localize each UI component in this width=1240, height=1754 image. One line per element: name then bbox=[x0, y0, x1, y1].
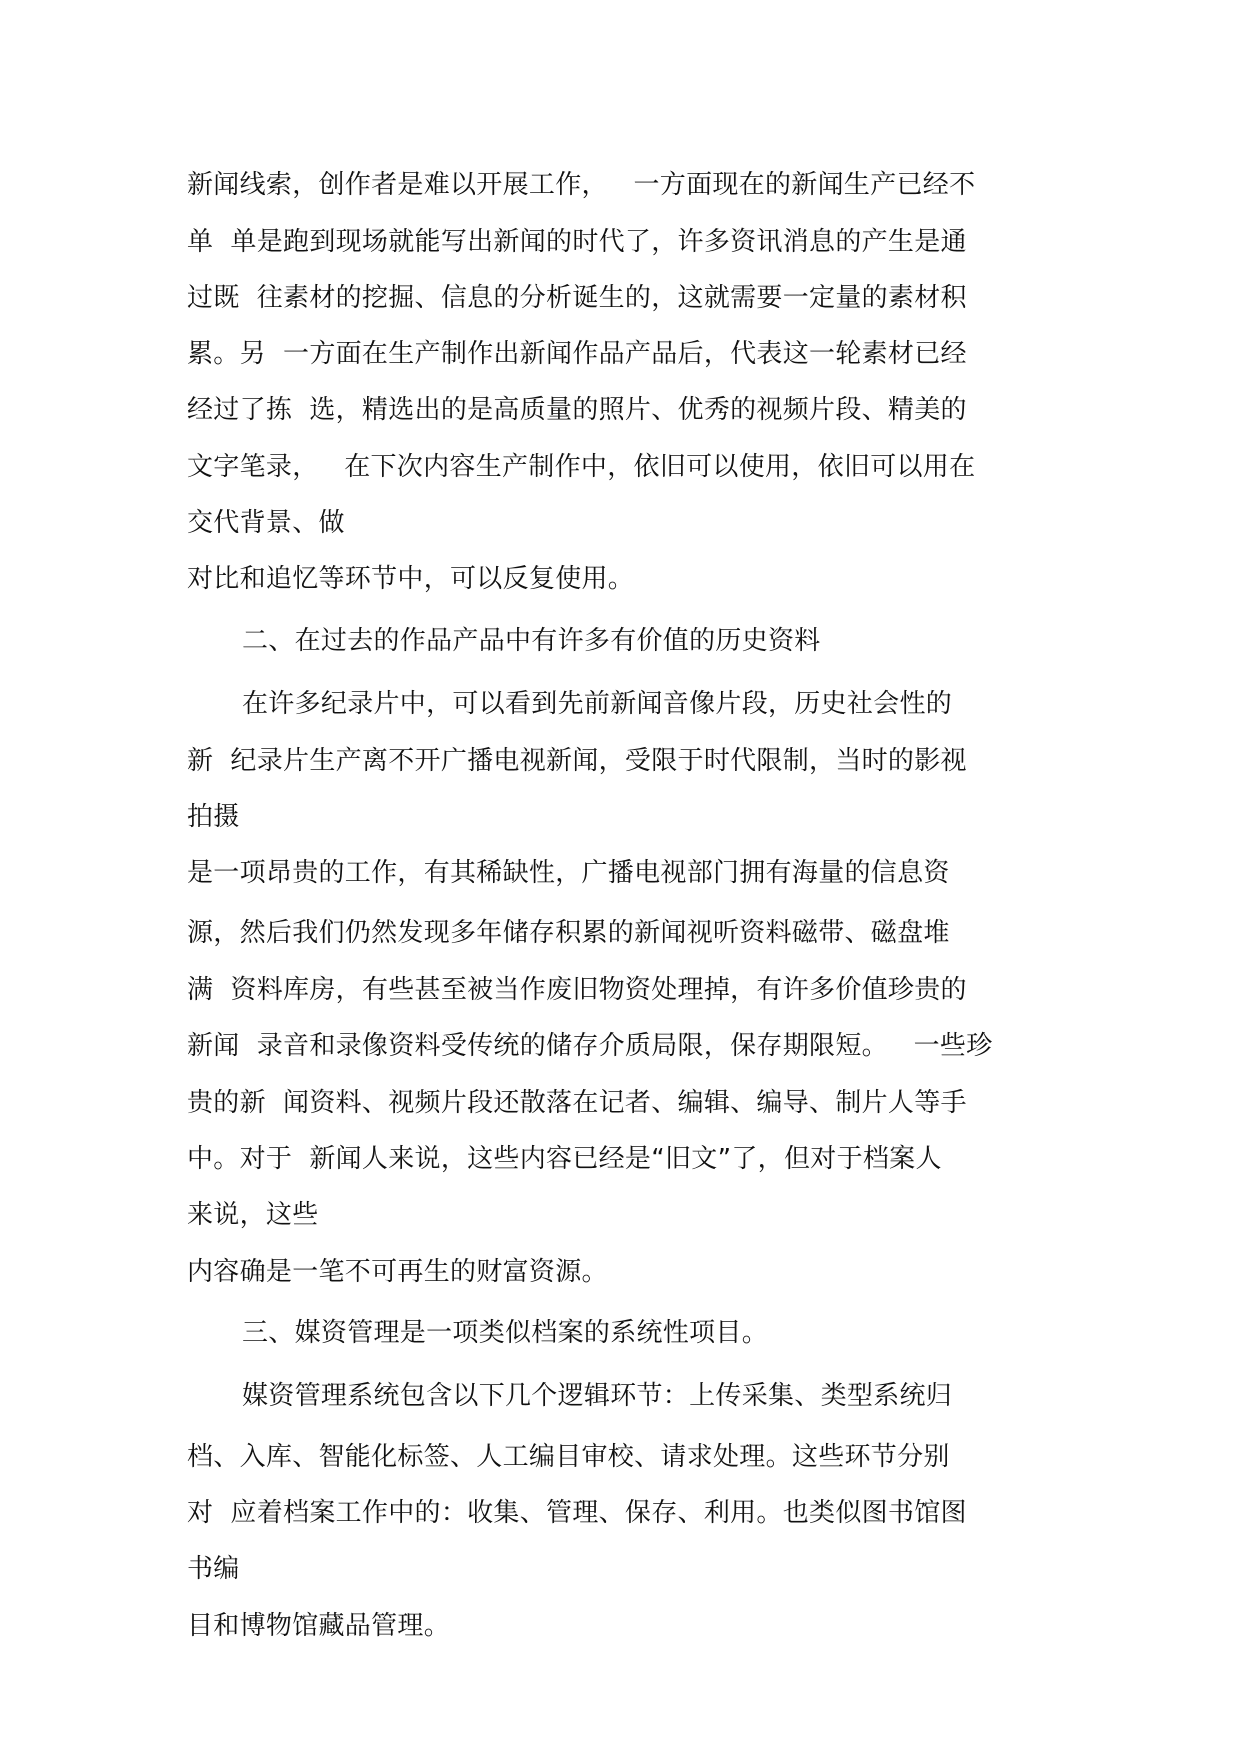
text-line: 满 资料库房，有些甚至被当作废旧物资处理掉，有许多价值珍贵的 bbox=[187, 975, 967, 1005]
text-line: 对比和追忆等环节中，可以反复使用。 bbox=[187, 564, 635, 594]
text-line: 文字笔录， 在下次内容生产制作中，依旧可以使用，依旧可以用在 bbox=[187, 452, 976, 482]
text-line: 目和博物馆藏品管理。 bbox=[187, 1611, 451, 1641]
text-line: 档、入库、智能化标签、人工编目审校、请求处理。这些环节分别 bbox=[187, 1442, 950, 1472]
text-line: 源，然后我们仍然发现多年储存积累的新闻视听资料磁带、磁盘堆 bbox=[187, 918, 950, 948]
text-line: 交代背景、做 bbox=[187, 508, 345, 538]
text-line: 单 单是跑到现场就能写出新闻的时代了，许多资讯消息的产生是通 bbox=[187, 227, 967, 257]
text-line: 新闻线索，创作者是难以开展工作， 一方面现在的新闻生产已经不 bbox=[187, 170, 976, 200]
text-line: 中。对于 新闻人来说，这些内容已经是“旧文”了，但对于档案人 bbox=[187, 1144, 942, 1174]
text-line: 是一项昂贵的工作，有其稀缺性，广播电视部门拥有海量的信息资 bbox=[187, 858, 950, 888]
text-line: 新 纪录片生产离不开广播电视新闻，受限于时代限制，当时的影视 bbox=[187, 746, 967, 776]
text-line: 媒资管理系统包含以下几个逻辑环节：上传采集、类型系统归 bbox=[242, 1381, 953, 1411]
text-line: 过既 往素材的挖掘、信息的分析诞生的，这就需要一定量的素材积 bbox=[187, 283, 967, 313]
text-line: 贵的新 闻资料、视频片段还散落在记者、编辑、编导、制片人等手 bbox=[187, 1088, 967, 1118]
text-line: 经过了拣 选，精选出的是高质量的照片、优秀的视频片段、精美的 bbox=[187, 395, 967, 425]
text-line: 拍摄 bbox=[187, 802, 240, 832]
section-heading: 二、在过去的作品产品中有许多有价值的历史资料 bbox=[242, 626, 821, 656]
section-heading: 三、媒资管理是一项类似档案的系统性项目。 bbox=[242, 1318, 769, 1348]
text-line: 来说，这些 bbox=[187, 1200, 319, 1230]
text-line: 书编 bbox=[187, 1554, 240, 1584]
text-line: 累。另 一方面在生产制作出新闻作品产品后，代表这一轮素材已经 bbox=[187, 339, 967, 369]
text-line: 新闻 录音和录像资料受传统的储存介质局限，保存期限短。 一些珍 bbox=[187, 1031, 993, 1061]
text-line: 内容确是一笔不可再生的财富资源。 bbox=[187, 1257, 608, 1287]
text-line: 在许多纪录片中，可以看到先前新闻音像片段，历史社会性的 bbox=[242, 689, 953, 719]
text-line: 对 应着档案工作中的：收集、管理、保存、利用。也类似图书馆图 bbox=[187, 1498, 967, 1528]
